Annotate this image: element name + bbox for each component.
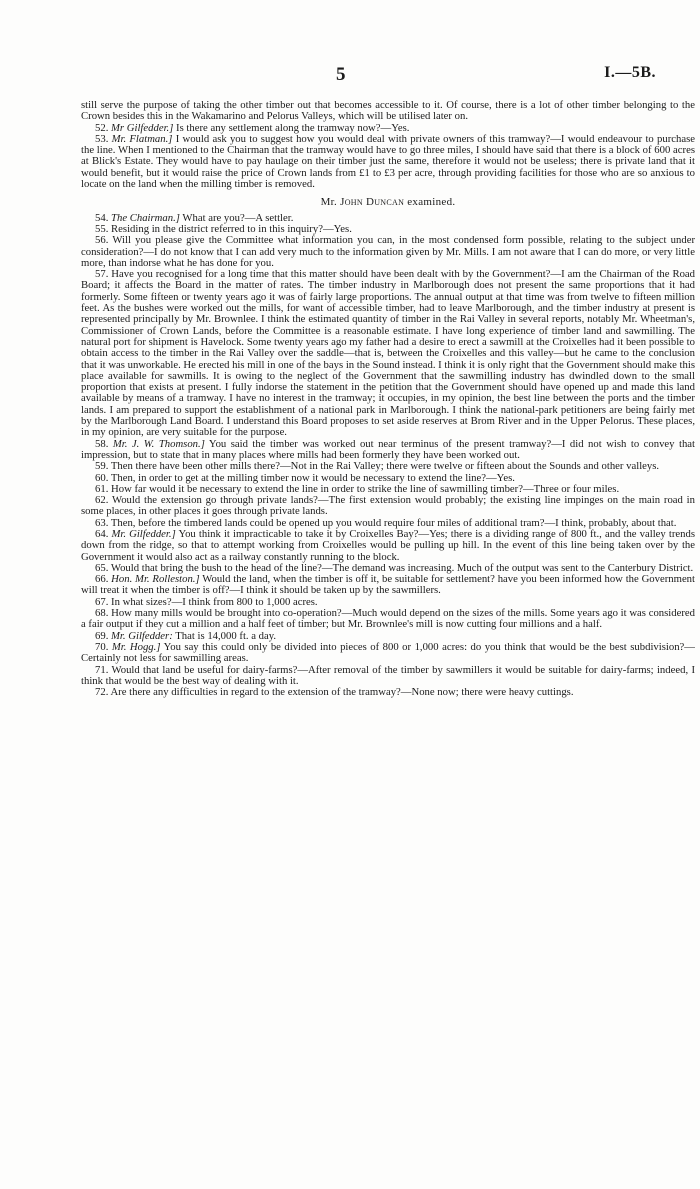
qa-section-2 bbox=[81, 213, 695, 699]
question-text: Would that bring the bush to the head of the line?—The demand was increasing. Much of the output was sent to the Canterbury District. bbox=[110, 561, 694, 574]
page-number: 5 bbox=[336, 64, 346, 85]
question-number: 66. bbox=[95, 573, 109, 586]
question-text: What are you?—A settler. bbox=[179, 211, 294, 224]
question-number: 72. bbox=[95, 686, 109, 699]
question-text: How far would it be necessary to extend the line in order to strike the line of sawmilling timber?—Three or four miles. bbox=[111, 482, 620, 495]
question-paragraph bbox=[81, 269, 695, 438]
question-number: 67. bbox=[95, 595, 109, 608]
speaker-name: Mr. J. W. Thomson.] bbox=[112, 437, 205, 450]
witness-heading bbox=[81, 197, 695, 208]
question-text: That is 14,000 ft. a day. bbox=[172, 629, 277, 642]
question-text: Then, before the timbered lands could be opened up you would require four miles of additional tram?—I think, probably, about that. bbox=[110, 516, 677, 529]
intro-paragraph: still serve the purpose of taking the other timber out that becomes accessible to it. Of course, there is a lot of other timber belonging to the Crown besides this in the Wakamarino and Pelorus Valleys, which will be utilised later on. bbox=[81, 99, 695, 123]
question-number: 64. bbox=[95, 527, 109, 540]
question-number: 62. bbox=[95, 494, 109, 507]
question-text: Is there any settlement along the tramway now?—Yes. bbox=[173, 121, 410, 134]
question-number: 58. bbox=[95, 437, 109, 450]
question-paragraph bbox=[81, 665, 695, 688]
question-number: 59. bbox=[95, 460, 109, 473]
page-reference: I.—5B. bbox=[604, 64, 656, 81]
question-number: 70. bbox=[95, 640, 109, 653]
question-number: 57. bbox=[95, 268, 109, 281]
question-paragraph bbox=[81, 574, 695, 597]
question-paragraph bbox=[81, 134, 695, 190]
witness-name: John Duncan bbox=[340, 196, 405, 209]
question-number: 61. bbox=[95, 482, 109, 495]
question-text: How many mills would be brought into co-operation?—Much would depend on the sizes of the mills. Some years ago it was considered a fair output if they cut a million and a half feet of timber; but Mr. Brownlee's mill is now cutting four millions and a half. bbox=[81, 607, 695, 631]
question-text: Have you recognised for a long time that this matter should have been dealt with by the Government?—I am the Chairman of the Road Board; it affects the Board in the matter of rates. The timber industry in Marlborough does not present the same proportions that it had formerly. Some fifteen or twenty years ago it was of fairly large proportions. The annual output at that time was from twelve to fifteen million feet. As the bushes were worked out the mills, for want of accessible timber, had to leave Marlborough, and the timber industry at present is represented principally by Mr. Brownlee. I think the estimated quantity of timber in the Rai Valley in several reports, notably Mr. Wheetman's, Commissioner of Crown Lands, before the Committee is a reasonable estimate. I have long experience of timber land and sawmilling. The natural port for shipment is Havelock. Some twenty years ago my father had a desire to erect a sawmill at the Croixelles had it been possible to obtain access to the timber in the Rai Valley over the saddle—that is, between the Croixelles and this valley—but he came to the conclusion that it was unworkable. He erected his mill in one of the bays in the Sound instead. I think it is only right that the Government should make this place available for sawmills. It is owing to the neglect of the Government that the sawmilling industry has dwindled down to the small proportion that exists at present. I fully indorse the statement in the petition that the Government should have opened up and made this land available by means of a tramway. I have no interest in the tramway; it occupies, in my opinion, the best line between the ports and the timber lands. I am prepared to support the establishment of a national park in Marlborough. I think the national-park petitioners are being fairly met by the Marlborough Land Board. I understand this Board proposes to set aside reserves at Brom River and in the Upper Pelorus. These places, in my opinion, are very suitable for the purpose. bbox=[81, 268, 696, 439]
question-text: Residing in the district referred to in this inquiry?—Yes. bbox=[111, 222, 352, 235]
speaker-name: Mr. Flatman.] bbox=[111, 132, 173, 145]
question-text: You think it impracticable to take it by Croixelles Bay?—Yes; there is a dividing range of 800 ft., and the valley trends down from the ridge, so that to attempt working from Croixelles would be pulling up hill. In the event of this line being taken over by the Government it would also act as a railway constantly running to the block. bbox=[81, 527, 695, 563]
question-number: 56. bbox=[95, 234, 109, 247]
speaker-name: Mr. Hogg.] bbox=[111, 640, 161, 653]
question-text: You said the timber was worked out near terminus of the present tramway?—I did not wish to convey that impression, but to state that in many places where mills had been formerly they have been worked out. bbox=[81, 437, 696, 461]
qa-section-1 bbox=[81, 123, 695, 191]
question-text: In what sizes?—I think from 800 to 1,000 acres. bbox=[111, 595, 318, 608]
question-text: Would the land, when the timber is off it, be suitable for settlement? have you been informed how the Government will treat it when the timber is off?—I think it should be taken up by the sawmillers. bbox=[81, 573, 695, 597]
speaker-name: Mr. Gilfedder.] bbox=[111, 527, 176, 540]
question-text: Are there any difficulties in regard to the extension of the tramway?—None now; there were heavy cuttings. bbox=[110, 686, 574, 699]
question-number: 52. bbox=[95, 121, 109, 134]
question-paragraph bbox=[81, 608, 695, 631]
question-paragraph bbox=[81, 687, 695, 698]
question-text: Then there have been other mills there?—Not in the Rai Valley; there were twelve or fifteen about the Sounds and other valleys. bbox=[110, 460, 660, 473]
question-paragraph bbox=[81, 642, 695, 665]
page-body bbox=[81, 100, 695, 698]
question-text: Would that land be useful for dairy-farms?—After removal of the timber by sawmillers it would be suitable for dairy-farms; indeed, I think that would be the best way of dealing with it. bbox=[81, 663, 696, 687]
question-paragraph bbox=[81, 495, 695, 518]
question-paragraph bbox=[81, 529, 695, 563]
question-number: 65. bbox=[95, 561, 109, 574]
speaker-name: Hon. Mr. Rolleston.] bbox=[111, 573, 200, 586]
question-number: 71. bbox=[95, 663, 109, 676]
question-number: 55. bbox=[95, 222, 109, 235]
question-number: 68. bbox=[95, 607, 109, 620]
question-number: 60. bbox=[95, 471, 109, 484]
question-paragraph bbox=[81, 439, 695, 462]
question-text: Would the extension go through private lands?—The first extension would probably; the existing line impinges on the main road in some places, in other places it goes through private lands. bbox=[81, 494, 695, 518]
question-text: Then, in order to get at the milling timber now it would be necessary to extend the line?—Yes. bbox=[110, 471, 515, 484]
question-number: 54. bbox=[95, 211, 109, 224]
witness-heading-pre: Mr. bbox=[320, 196, 341, 209]
question-text: Will you please give the Committee what information you can, in the most condensed form possible, relating to the subject under consideration?—I do not know that I can add very much to the information given by Mr. Mills. I am not aware that I can do more, or very little more, than indorse what he has done for you. bbox=[81, 234, 695, 269]
question-text: You say this could only be divided into pieces of 800 or 1,000 acres: do you think that would be the best subdivision?—Certainly not less for sawmilling areas. bbox=[81, 640, 695, 665]
question-number: 53. bbox=[95, 132, 109, 145]
page-header bbox=[0, 64, 700, 86]
witness-heading-post: examined. bbox=[404, 196, 456, 209]
speaker-name: The Chairman.] bbox=[111, 211, 180, 224]
question-number: 63. bbox=[95, 516, 109, 529]
question-number: 69. bbox=[95, 629, 109, 642]
speaker-name: Mr. Gilfedder: bbox=[111, 629, 173, 642]
question-paragraph bbox=[81, 235, 695, 269]
question-text: I would ask you to suggest how you would deal with private owners of this tramway?—I would endeavour to purchase the line. When I mentioned to the Chairman that the tramway would have to go three miles, I should have said that there is a block of 600 acres at Blick's Estate. They would have to pay haulage on their timber just the same, therefore it would not be useless; there is private land that it would benefit, but it would raise the price of Crown lands from £1 to £3 per acre, through providing facilities for those who are so anxious to locate on the land when the milling timber is removed. bbox=[81, 132, 695, 191]
speaker-name: Mr Gilfedder.] bbox=[111, 121, 174, 134]
